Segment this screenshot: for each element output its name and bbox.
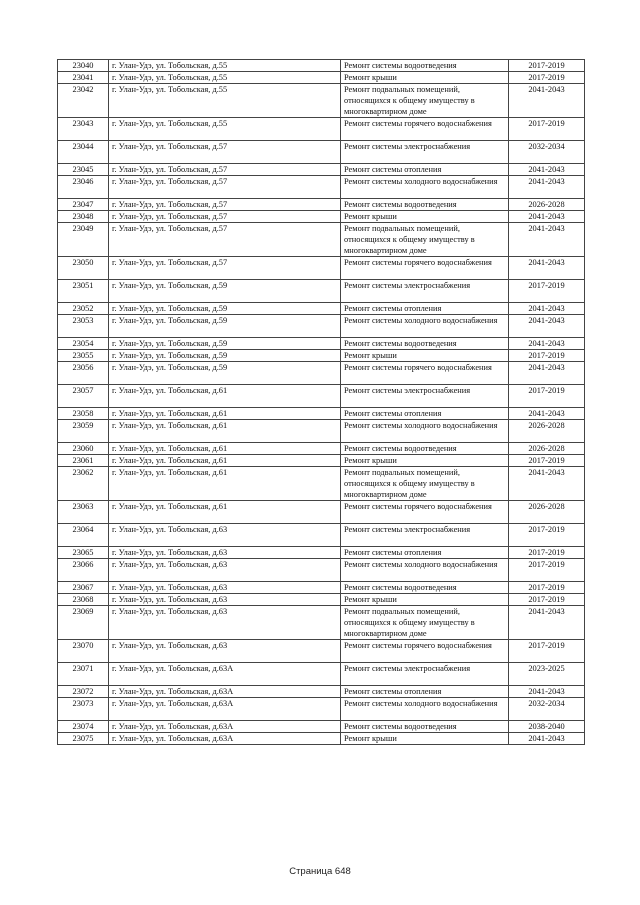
row-number-cell: 23058 [58, 408, 109, 420]
row-number-cell: 23056 [58, 362, 109, 385]
table-row [58, 524, 585, 547]
address-cell: г. Улан-Удэ, ул. Тобольская, д.63 [109, 547, 341, 559]
work-type-cell: Ремонт системы горячего водоснабжения [341, 362, 509, 385]
work-type-cell: Ремонт системы электроснабжения [341, 280, 509, 303]
address-cell: г. Улан-Удэ, ул. Тобольская, д.63 [109, 640, 341, 663]
period-cell: 2017-2019 [509, 582, 585, 594]
address-cell: г. Улан-Удэ, ул. Тобольская, д.63А [109, 663, 341, 686]
row-number-cell: 23040 [58, 60, 109, 72]
work-type-cell: Ремонт системы холодного водоснабжения [341, 176, 509, 199]
period-cell: 2023-2025 [509, 663, 585, 686]
period-cell: 2041-2043 [509, 84, 585, 118]
address-cell: г. Улан-Удэ, ул. Тобольская, д.63 [109, 559, 341, 582]
table-row [58, 211, 585, 223]
period-cell: 2041-2043 [509, 362, 585, 385]
row-number-cell: 23063 [58, 501, 109, 524]
row-number-cell: 23068 [58, 594, 109, 606]
row-number-cell: 23047 [58, 199, 109, 211]
table-row [58, 118, 585, 141]
row-number-cell: 23046 [58, 176, 109, 199]
work-type-cell: Ремонт системы водоотведения [341, 338, 509, 350]
period-cell: 2017-2019 [509, 118, 585, 141]
table-row [58, 408, 585, 420]
period-cell: 2017-2019 [509, 72, 585, 84]
address-cell: г. Улан-Удэ, ул. Тобольская, д.63 [109, 594, 341, 606]
work-type-cell: Ремонт системы холодного водоснабжения [341, 698, 509, 721]
row-number-cell: 23062 [58, 467, 109, 501]
table-row [58, 721, 585, 733]
work-type-cell: Ремонт системы горячего водоснабжения [341, 501, 509, 524]
row-number-cell: 23061 [58, 455, 109, 467]
period-cell: 2017-2019 [509, 524, 585, 547]
row-number-cell: 23075 [58, 733, 109, 745]
table-row [58, 362, 585, 385]
period-cell: 2017-2019 [509, 559, 585, 582]
table-row [58, 199, 585, 211]
row-number-cell: 23065 [58, 547, 109, 559]
period-cell: 2032-2034 [509, 698, 585, 721]
table-row [58, 501, 585, 524]
work-type-cell: Ремонт системы электроснабжения [341, 663, 509, 686]
work-type-cell: Ремонт крыши [341, 350, 509, 362]
row-number-cell: 23059 [58, 420, 109, 443]
address-cell: г. Улан-Удэ, ул. Тобольская, д.63 [109, 524, 341, 547]
address-cell: г. Улан-Удэ, ул. Тобольская, д.55 [109, 60, 341, 72]
address-cell: г. Улан-Удэ, ул. Тобольская, д.63А [109, 686, 341, 698]
period-cell: 2041-2043 [509, 606, 585, 640]
work-type-cell: Ремонт крыши [341, 733, 509, 745]
address-cell: г. Улан-Удэ, ул. Тобольская, д.57 [109, 141, 341, 164]
address-cell: г. Улан-Удэ, ул. Тобольская, д.59 [109, 303, 341, 315]
work-type-cell: Ремонт системы холодного водоснабжения [341, 420, 509, 443]
address-cell: г. Улан-Удэ, ул. Тобольская, д.55 [109, 72, 341, 84]
row-number-cell: 23052 [58, 303, 109, 315]
address-cell: г. Улан-Удэ, ул. Тобольская, д.55 [109, 84, 341, 118]
period-cell: 2026-2028 [509, 420, 585, 443]
work-type-cell: Ремонт системы электроснабжения [341, 524, 509, 547]
address-cell: г. Улан-Удэ, ул. Тобольская, д.57 [109, 176, 341, 199]
row-number-cell: 23049 [58, 223, 109, 257]
row-number-cell: 23053 [58, 315, 109, 338]
period-cell: 2041-2043 [509, 223, 585, 257]
address-cell: г. Улан-Удэ, ул. Тобольская, д.61 [109, 408, 341, 420]
address-cell: г. Улан-Удэ, ул. Тобольская, д.63 [109, 606, 341, 640]
row-number-cell: 23050 [58, 257, 109, 280]
work-type-cell: Ремонт крыши [341, 594, 509, 606]
table-row [58, 559, 585, 582]
row-number-cell: 23069 [58, 606, 109, 640]
table-row [58, 686, 585, 698]
address-cell: г. Улан-Удэ, ул. Тобольская, д.55 [109, 118, 341, 141]
period-cell: 2017-2019 [509, 350, 585, 362]
table-row [58, 582, 585, 594]
table-row [58, 467, 585, 501]
address-cell: г. Улан-Удэ, ул. Тобольская, д.59 [109, 280, 341, 303]
period-cell: 2017-2019 [509, 455, 585, 467]
table-row [58, 733, 585, 745]
address-cell: г. Улан-Удэ, ул. Тобольская, д.59 [109, 350, 341, 362]
period-cell: 2017-2019 [509, 640, 585, 663]
period-cell: 2032-2034 [509, 141, 585, 164]
table-row [58, 443, 585, 455]
work-type-cell: Ремонт крыши [341, 455, 509, 467]
address-cell: г. Улан-Удэ, ул. Тобольская, д.59 [109, 315, 341, 338]
row-number-cell: 23044 [58, 141, 109, 164]
address-cell: г. Улан-Удэ, ул. Тобольская, д.61 [109, 443, 341, 455]
address-cell: г. Улан-Удэ, ул. Тобольская, д.59 [109, 338, 341, 350]
address-cell: г. Улан-Удэ, ул. Тобольская, д.61 [109, 501, 341, 524]
row-number-cell: 23066 [58, 559, 109, 582]
table-row [58, 606, 585, 640]
row-number-cell: 23074 [58, 721, 109, 733]
table-row [58, 280, 585, 303]
work-type-cell: Ремонт системы отопления [341, 547, 509, 559]
row-number-cell: 23045 [58, 164, 109, 176]
repair-schedule-table [57, 59, 585, 745]
period-cell: 2038-2040 [509, 721, 585, 733]
row-number-cell: 23054 [58, 338, 109, 350]
row-number-cell: 23041 [58, 72, 109, 84]
address-cell: г. Улан-Удэ, ул. Тобольская, д.61 [109, 385, 341, 408]
work-type-cell: Ремонт подвальных помещений, относящихся к общему имуществу в многоквартирном доме [341, 606, 509, 640]
period-cell: 2041-2043 [509, 733, 585, 745]
address-cell: г. Улан-Удэ, ул. Тобольская, д.57 [109, 223, 341, 257]
period-cell: 2041-2043 [509, 338, 585, 350]
repair-schedule-sheet [57, 59, 584, 745]
work-type-cell: Ремонт системы отопления [341, 408, 509, 420]
row-number-cell: 23055 [58, 350, 109, 362]
work-type-cell: Ремонт подвальных помещений, относящихся к общему имуществу в многоквартирном доме [341, 84, 509, 118]
address-cell: г. Улан-Удэ, ул. Тобольская, д.63 [109, 582, 341, 594]
period-cell: 2041-2043 [509, 408, 585, 420]
period-cell: 2026-2028 [509, 443, 585, 455]
work-type-cell: Ремонт системы горячего водоснабжения [341, 640, 509, 663]
work-type-cell: Ремонт системы отопления [341, 164, 509, 176]
row-number-cell: 23072 [58, 686, 109, 698]
table-row [58, 663, 585, 686]
table-row [58, 640, 585, 663]
work-type-cell: Ремонт системы горячего водоснабжения [341, 118, 509, 141]
table-row [58, 698, 585, 721]
period-cell: 2041-2043 [509, 315, 585, 338]
table-row [58, 72, 585, 84]
address-cell: г. Улан-Удэ, ул. Тобольская, д.63А [109, 721, 341, 733]
table-row [58, 164, 585, 176]
period-cell: 2041-2043 [509, 257, 585, 280]
row-number-cell: 23064 [58, 524, 109, 547]
row-number-cell: 23070 [58, 640, 109, 663]
work-type-cell: Ремонт системы электроснабжения [341, 385, 509, 408]
period-cell: 2026-2028 [509, 199, 585, 211]
work-type-cell: Ремонт системы водоотведения [341, 199, 509, 211]
page-number-footer: Страница 648 [289, 866, 351, 877]
work-type-cell: Ремонт крыши [341, 211, 509, 223]
row-number-cell: 23051 [58, 280, 109, 303]
row-number-cell: 23060 [58, 443, 109, 455]
row-number-cell: 23042 [58, 84, 109, 118]
row-number-cell: 23067 [58, 582, 109, 594]
row-number-cell: 23073 [58, 698, 109, 721]
work-type-cell: Ремонт системы холодного водоснабжения [341, 559, 509, 582]
period-cell: 2026-2028 [509, 501, 585, 524]
address-cell: г. Улан-Удэ, ул. Тобольская, д.61 [109, 455, 341, 467]
table-row [58, 547, 585, 559]
address-cell: г. Улан-Удэ, ул. Тобольская, д.61 [109, 467, 341, 501]
address-cell: г. Улан-Удэ, ул. Тобольская, д.57 [109, 211, 341, 223]
work-type-cell: Ремонт системы отопления [341, 303, 509, 315]
period-cell: 2041-2043 [509, 164, 585, 176]
address-cell: г. Улан-Удэ, ул. Тобольская, д.57 [109, 199, 341, 211]
work-type-cell: Ремонт системы водоотведения [341, 60, 509, 72]
period-cell: 2041-2043 [509, 211, 585, 223]
period-cell: 2041-2043 [509, 303, 585, 315]
table-row [58, 350, 585, 362]
table-row [58, 257, 585, 280]
work-type-cell: Ремонт системы электроснабжения [341, 141, 509, 164]
work-type-cell: Ремонт системы отопления [341, 686, 509, 698]
row-number-cell: 23057 [58, 385, 109, 408]
period-cell: 2017-2019 [509, 280, 585, 303]
work-type-cell: Ремонт системы водоотведения [341, 582, 509, 594]
table-row [58, 385, 585, 408]
table-row [58, 455, 585, 467]
period-cell: 2041-2043 [509, 467, 585, 501]
row-number-cell: 23043 [58, 118, 109, 141]
table-row [58, 594, 585, 606]
table-row [58, 303, 585, 315]
address-cell: г. Улан-Удэ, ул. Тобольская, д.63А [109, 698, 341, 721]
row-number-cell: 23071 [58, 663, 109, 686]
period-cell: 2041-2043 [509, 686, 585, 698]
address-cell: г. Улан-Удэ, ул. Тобольская, д.57 [109, 164, 341, 176]
work-type-cell: Ремонт системы горячего водоснабжения [341, 257, 509, 280]
work-type-cell: Ремонт подвальных помещений, относящихся к общему имуществу в многоквартирном доме [341, 223, 509, 257]
work-type-cell: Ремонт крыши [341, 72, 509, 84]
address-cell: г. Улан-Удэ, ул. Тобольская, д.61 [109, 420, 341, 443]
period-cell: 2017-2019 [509, 547, 585, 559]
period-cell: 2041-2043 [509, 176, 585, 199]
table-row [58, 176, 585, 199]
table-row [58, 141, 585, 164]
work-type-cell: Ремонт подвальных помещений, относящихся к общему имуществу в многоквартирном доме [341, 467, 509, 501]
row-number-cell: 23048 [58, 211, 109, 223]
period-cell: 2017-2019 [509, 594, 585, 606]
table-row [58, 338, 585, 350]
table-row [58, 315, 585, 338]
table-row [58, 84, 585, 118]
period-cell: 2017-2019 [509, 385, 585, 408]
table-row [58, 223, 585, 257]
address-cell: г. Улан-Удэ, ул. Тобольская, д.57 [109, 257, 341, 280]
period-cell: 2017-2019 [509, 60, 585, 72]
address-cell: г. Улан-Удэ, ул. Тобольская, д.63А [109, 733, 341, 745]
table-row [58, 420, 585, 443]
work-type-cell: Ремонт системы водоотведения [341, 443, 509, 455]
address-cell: г. Улан-Удэ, ул. Тобольская, д.59 [109, 362, 341, 385]
table-body [58, 60, 585, 745]
table-row [58, 60, 585, 72]
work-type-cell: Ремонт системы холодного водоснабжения [341, 315, 509, 338]
work-type-cell: Ремонт системы водоотведения [341, 721, 509, 733]
